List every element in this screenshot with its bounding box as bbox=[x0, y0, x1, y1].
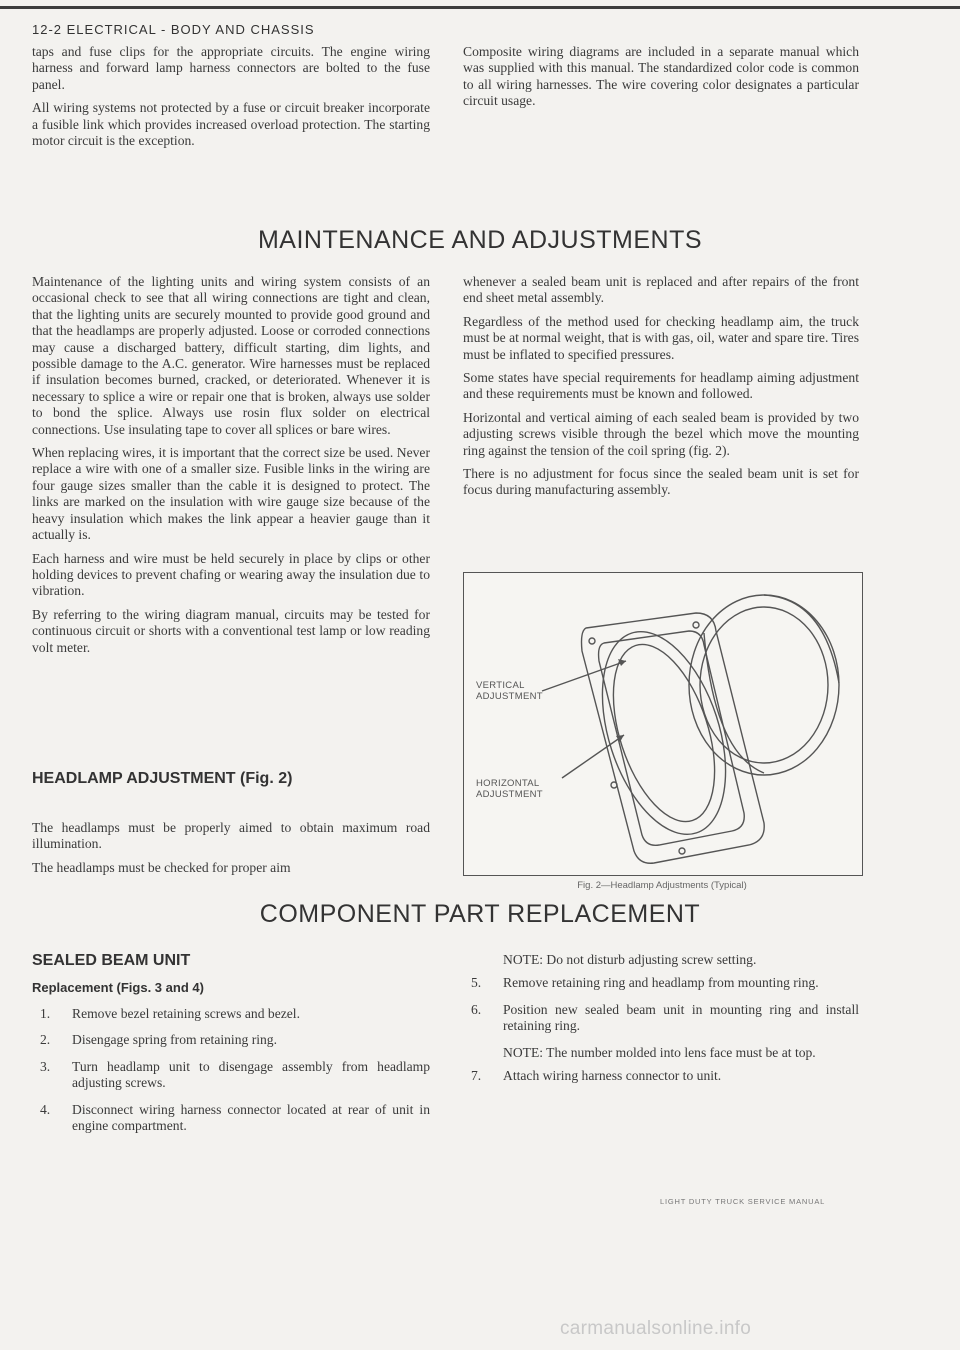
replacement-subheading: Replacement (Figs. 3 and 4) bbox=[32, 980, 204, 995]
paragraph: Each harness and wire must be held securely in place by clips or other holding devices to prevent chafing or wearing away the insulation due to vibration. bbox=[32, 550, 430, 599]
steps-right-column bbox=[463, 952, 859, 1094]
step-number: 6. bbox=[471, 1001, 482, 1017]
label-line: VERTICAL bbox=[476, 680, 525, 691]
step-number: 3. bbox=[40, 1058, 51, 1074]
screw bbox=[679, 848, 685, 854]
paragraph: whenever a sealed beam unit is replaced and after repairs of the front end sheet metal assembly. bbox=[463, 274, 859, 306]
headlamp-lens bbox=[700, 607, 828, 763]
paragraph: taps and fuse clips for the appropriate circuits. The engine wiring harness and forward lamp harness connectors are bolted to the fuse panel. bbox=[32, 44, 430, 92]
paragraph: When replacing wires, it is important that the correct size be used. Never replace a wire with one of a smaller size. Fusible links in the wiring are four gauge sizes smaller than the cable it is designed to protect. The links are marked on the insulation with wire gauge size because of the heavy insulation which makes the link appear a heavier gauge than it actually is. bbox=[32, 445, 430, 543]
maintenance-left-column bbox=[32, 274, 430, 663]
paragraph: Some states have special requirements for headlamp aiming adjustment and these requirements must be known and followed. bbox=[463, 370, 859, 402]
maintenance-right-column bbox=[463, 274, 859, 506]
paragraph: There is no adjustment for focus since the sealed beam unit is set for focus during manufacturing assembly. bbox=[463, 466, 859, 498]
step-text: Remove retaining ring and headlamp from mounting ring. bbox=[503, 975, 819, 991]
step-text: Turn headlamp unit to disengage assembly from headlamp adjusting screws. bbox=[72, 1058, 430, 1091]
paragraph: Maintenance of the lighting units and wiring system consists of an occasional check to see that all wiring connections are tight and clean, that the lighting units are securely mounted to provide good ground and that the headlamps are properly adjusted. Loose or corroded connections may cause a discharged battery, difficult starting, dim lights, and possible damage to the A.C. generator. Wire harnesses must be replaced if insulation becomes burned, cracked, or deteriorated. Whenever it is necessary to splice a wire or repair one that is broken, always use solder to bond the splice. Always use rosin flux solder on electrical connections. Use insulating tape to cover all splices or bare wires. bbox=[32, 274, 430, 437]
label-line: ADJUSTMENT bbox=[476, 789, 543, 800]
horizontal-leader bbox=[562, 735, 624, 778]
paragraph: The headlamps must be properly aimed to obtain maximum road illumination. bbox=[32, 820, 430, 852]
list-item bbox=[32, 1059, 430, 1092]
arrow-head bbox=[616, 735, 624, 742]
screw bbox=[611, 782, 617, 788]
headlamp-illustration bbox=[464, 573, 862, 875]
retaining-ring bbox=[579, 616, 749, 850]
screw bbox=[589, 638, 595, 644]
step-number: 4. bbox=[40, 1101, 51, 1117]
screw bbox=[693, 622, 699, 628]
list-item bbox=[463, 1002, 859, 1035]
step-number: 7. bbox=[471, 1068, 482, 1084]
list-item bbox=[32, 1102, 430, 1135]
horizontal-adjustment-label bbox=[476, 778, 543, 800]
maintenance-title: MAINTENANCE AND ADJUSTMENTS bbox=[257, 226, 703, 254]
paragraph: All wiring systems not protected by a fuse or circuit breaker incorporate a fusible link which provides increased overload protection. The starting motor circuit is the exception. bbox=[32, 100, 430, 149]
note: NOTE: The number molded into lens face must be at top. bbox=[503, 1044, 816, 1060]
headlamp-left-column bbox=[32, 820, 430, 883]
paragraph: Composite wiring diagrams are included in a separate manual which was supplied with this manual. The standardized color code is common to all wiring harnesses. The wire covering color designates a particular circuit usage. bbox=[463, 44, 859, 109]
step-text: Disengage spring from retaining ring. bbox=[72, 1032, 277, 1048]
headlamp-figure bbox=[463, 572, 863, 876]
paragraph: By referring to the wiring diagram manual, circuits may be tested for continuous circuit or shorts with a conventional test lamp or low reading volt meter. bbox=[32, 606, 430, 655]
step-number: 1. bbox=[40, 1006, 51, 1021]
list-item bbox=[32, 1032, 430, 1048]
label-line: ADJUSTMENT bbox=[476, 691, 543, 702]
sealed-beam-heading: SEALED BEAM UNIT bbox=[32, 952, 191, 969]
list-item bbox=[463, 975, 859, 991]
vertical-adjustment-label bbox=[476, 680, 543, 702]
headlamp-heading: HEADLAMP ADJUSTMENT (Fig. 2) bbox=[32, 770, 293, 787]
intro-right-column bbox=[463, 44, 859, 117]
watermark: carmanualsonline.info bbox=[560, 1318, 752, 1339]
page-footer: LIGHT DUTY TRUCK SERVICE MANUAL bbox=[660, 1197, 826, 1206]
component-title: COMPONENT PART REPLACEMENT bbox=[259, 900, 701, 928]
note: NOTE: Do not disturb adjusting screw setting. bbox=[503, 952, 757, 967]
step-text: Disconnect wiring harness connector located at rear of unit in engine compartment. bbox=[72, 1101, 430, 1134]
top-rule bbox=[0, 6, 960, 9]
step-number: 2. bbox=[40, 1032, 51, 1048]
figure-caption: Fig. 2—Headlamp Adjustments (Typical) bbox=[577, 880, 747, 891]
label-line: HORIZONTAL bbox=[476, 778, 540, 789]
paragraph: The headlamps must be checked for proper aim bbox=[32, 859, 291, 875]
list-item bbox=[463, 1068, 859, 1084]
paragraph: Horizontal and vertical aiming of each sealed beam is provided by two adjusting screws visible through the bezel which move the mounting ring against the tension of the coil spring (fig. 2). bbox=[463, 409, 859, 458]
step-text: Attach wiring harness connector to unit. bbox=[503, 1068, 722, 1084]
step-text: Remove bezel retaining screws and bezel. bbox=[72, 1006, 300, 1021]
paragraph: Regardless of the method used for checking headlamp aim, the truck must be at normal weight, that is with gas, oil, water and spare tire. Tires must be inflated to specified pressures. bbox=[463, 313, 859, 362]
list-item bbox=[32, 1006, 430, 1022]
step-text: Position new sealed beam unit in mounting ring and install retaining ring. bbox=[503, 1001, 859, 1034]
page-header: 12-2 ELECTRICAL - BODY AND CHASSIS bbox=[32, 22, 315, 37]
step-number: 5. bbox=[471, 975, 482, 991]
intro-left-column bbox=[32, 44, 430, 156]
steps-left-column bbox=[32, 1006, 430, 1144]
